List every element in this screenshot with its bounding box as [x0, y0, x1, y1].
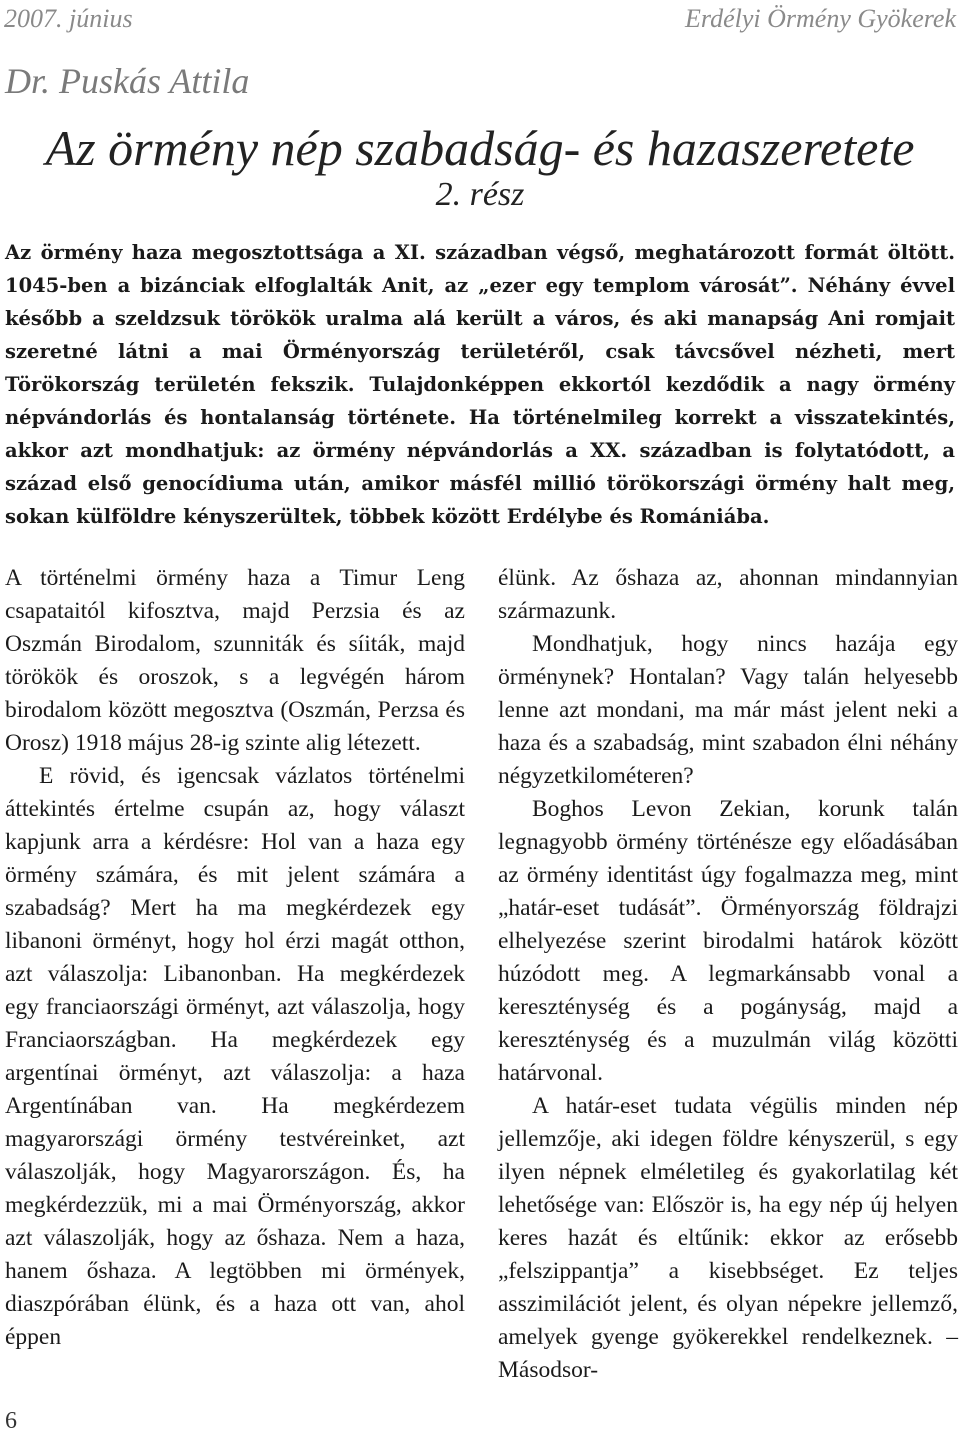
article-subtitle: 2. rész — [435, 176, 525, 213]
publication-name: Erdélyi Örmény Gyökerek — [685, 4, 956, 33]
body-paragraph: élünk. Az őshaza az, ahonnan mindannyian származunk. — [498, 565, 958, 624]
body-paragraph: Boghos Levon Zekian, korunk talán legnagyobb örmény történésze egy előadásában az örmény identitást úgy fogalmazza meg, mint „határ-eset tudását”. Örményország földrajzi elhelyezése szerint birodalmi határok között húzódott meg. A legmarkánsabb vonal a kereszténység és a pogányság, majd a kereszténység és a muzulmán világ közötti határvonal. — [498, 796, 958, 1086]
page-number: 6 — [5, 1408, 17, 1434]
article-title: Az örmény nép szabadság- és hazaszeretete — [45, 120, 915, 176]
right-column — [498, 562, 958, 1387]
body-paragraph: A határ-eset tudata végülis minden nép jellemzője, aki idegen földre kényszerül, s egy ilyen népnek elméletileg és gyakorlatilag két lehetősége van: Először is, ha egy nép új helyen keres hazát és eltűnik: ekkor az erősebb „felszippantja” a kisebbséget. Ez teljes asszimilációt jelent, és olyan népekre jellemző, amelyek gyenge gyökerekkel rendelkeznek. – Másodsor- — [498, 1093, 958, 1383]
lead-paragraph: Az örmény haza megosztottsága a XI. században végső, meghatározott formát öltött. 1045-ben a bizánciak elfoglalták Anit, az „ezer egy templom városát”. Néhány évvel később a szeldzsuk törökök uralma alá került a város, és aki manapság Ani romjait szeretné látni a mai Örményország területéről, csak távcsővel nézheti, mert Törökország területén fekszik. Tulajdonképpen ekkortól kezdődik a nagy örmény népvándorlás és hontalanság története. Ha történelmileg korrekt a visszatekintés, akkor azt mondhatjuk: az örmény népvándorlás a XX. században is folytatódott, a század első genocídiuma után, amikor másfél millió törökországi örmény halt meg, sokan külföldre kényszerültek, többek között Erdélybe és Romániába. — [5, 241, 955, 528]
body-paragraph: A történelmi örmény haza a Timur Leng csapataitól kifosztva, majd Perzsia és az Oszmán Birodalom, szunniták és síiták, majd törökök és oroszok, s a legvégén három birodalom között megosztva (Oszmán, Perzsa és Orosz) 1918 május 28-ig szinte alig létezett. — [5, 565, 465, 756]
issue-date: 2007. június — [4, 4, 133, 33]
body-paragraph: E rövid, és igencsak vázlatos történelmi áttekintés értelme csupán az, hogy választ kapjunk arra a kérdésre: Hol van a haza egy örmény számára, és mit jelent számára a szabadság? Mert ha ma megkérdezek egy libanoni örményt, hogy hol érzi magát otthon, azt válaszolja: Libanonban. Ha megkérdezek egy franciaországi örményt, azt válaszolja, hogy Franciaországban. Ha megkérdezek egy argentínai örményt, azt válaszolja: a haza Argentínában van. Ha megkérdezem magyarországi örmény testvéreinket, azt válaszolják, hogy Magyarországon. És, ha megkérdezzük, mi a mai Örményország, akkor azt válaszolják, hogy az őshaza. Nem a haza, hanem őshaza. A legtöbben mi örmények, diaszpórában élünk, és a haza ott van, ahol éppen — [5, 763, 465, 1350]
body-paragraph: Mondhatjuk, hogy nincs hazája egy örménynek? Hontalan? Vagy talán helyesebb lenne azt mondani, ma már mást jelent neki a haza és a szabadság, mint szabadon élni néhány négyzetkilométeren? — [498, 631, 958, 789]
running-header — [4, 2, 956, 36]
left-column — [5, 562, 465, 1354]
article-author: Dr. Puskás Attila — [5, 61, 250, 101]
